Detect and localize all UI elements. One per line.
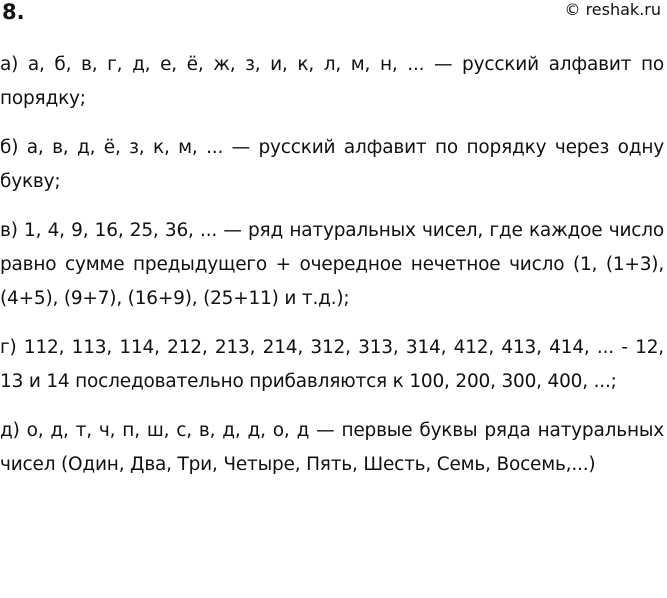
answer-item-a: а) а, б, в, г, д, е, ё, ж, з, и, к, л, м, н, ... — русский алфавит по порядку; [0,54,664,109]
task-number: 8. [2,0,25,24]
answer-item-v: в) 1, 4, 9, 16, 25, 36, ... — ряд натуральных чисел, где каждое число равно сумме предыдущего + очередное нечетное число (1, (1+3), (4+5), (9+7), (16+9), (25+11) и т.д.); [0,220,664,309]
answer-item-g: г) 112, 113, 114, 212, 213, 214, 312, 313, 314, 412, 413, 414, ... - 12, 13 и 14 последовательно прибавляются к 100, 200, 300, 400, ...; [0,337,664,392]
answer-item-b: б) а, в, д, ё, з, к, м, ... — русский алфавит по порядку через одну букву; [0,137,664,192]
answer-item-d: д) о, д, т, ч, п, ш, с, в, д, д, о, д — первые буквы ряда натуральных чисел (Один, Два, Три, Четыре, Пять, Шесть, Семь, Восемь,...) [0,420,664,475]
watermark: © reshak.ru [564,0,661,19]
answer-body [0,48,664,497]
